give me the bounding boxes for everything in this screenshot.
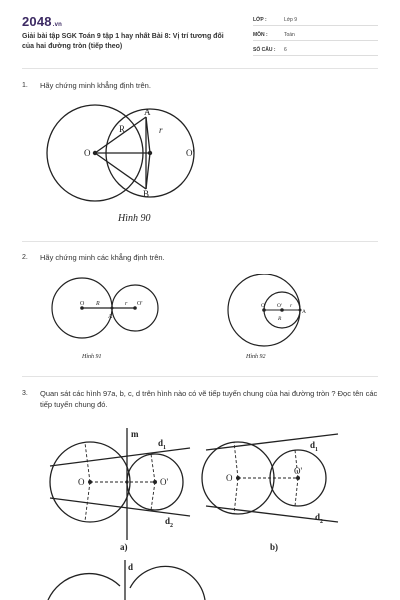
label-m: m xyxy=(131,429,139,439)
tangent-d2 xyxy=(50,498,190,516)
logo-text: 2048 xyxy=(22,14,52,29)
label-r-big: R xyxy=(96,301,100,307)
page-title: Giải bài tập SGK Toán 9 tập 1 hay nhất Bài 8: Vị trí tương đối của hai đường tròn (tiếp theo) xyxy=(22,33,224,50)
tangent-point xyxy=(125,480,128,483)
radius-dashed xyxy=(85,482,90,521)
point-o-prime xyxy=(296,476,300,480)
meta-label-subject: MÔN : xyxy=(253,32,268,38)
label-o: O xyxy=(226,473,233,483)
meta-value-class: Lớp 9 xyxy=(284,17,298,23)
point-o-prime xyxy=(148,151,152,155)
point-o xyxy=(236,476,240,480)
site-logo[interactable] xyxy=(22,14,62,29)
label-d1: $d_1$ xyxy=(310,440,319,453)
meta-value-count: 6 xyxy=(284,47,287,53)
figure-97a xyxy=(40,422,195,554)
radius-dashed xyxy=(85,443,90,482)
label-r-small: r xyxy=(159,125,163,135)
radius-dashed xyxy=(234,442,238,478)
question-number: 2. xyxy=(22,254,28,261)
question-number: 1. xyxy=(22,82,28,89)
label-o-prime: O' xyxy=(186,148,195,158)
label-o-prime: O' xyxy=(277,303,282,309)
meta-label-count: SỐ CÂU : xyxy=(253,47,276,53)
meta-divider xyxy=(253,25,378,26)
radius-dashed xyxy=(234,478,238,514)
caption-fig90: Hình 90 xyxy=(118,213,151,224)
point-o xyxy=(88,480,92,484)
figure-91 xyxy=(40,274,170,366)
label-o-prime: O' xyxy=(137,301,143,307)
label-d1: $d_1$ xyxy=(158,438,167,451)
label-a: A xyxy=(144,107,151,117)
figure-90 xyxy=(40,100,220,230)
tangent-d1 xyxy=(50,448,190,466)
circle-o-arc xyxy=(48,574,120,600)
label-a: A xyxy=(108,314,113,320)
label-o-prime: O' xyxy=(160,477,169,487)
question-text: Quan sát các hình 97a, b, c, d trên hình nào có vẽ tiếp tuyến chung của hai đường tròn ? Đọc tên các tiếp tuyến chung đó. xyxy=(40,389,378,409)
label-o: O xyxy=(80,301,85,307)
tangent-d1 xyxy=(206,434,338,450)
question-text: Hãy chứng minh các khẳng định trên. xyxy=(40,253,165,262)
label-o-prime: O' xyxy=(294,466,303,476)
circle-o-prime-arc xyxy=(130,566,205,600)
figure-97b xyxy=(198,422,343,554)
figure-97c xyxy=(40,556,220,600)
meta-divider xyxy=(253,40,378,41)
label-a: A xyxy=(302,309,306,315)
figure-92 xyxy=(220,274,320,366)
label-o: O xyxy=(261,303,265,309)
label-o: O xyxy=(78,477,85,487)
caption-fig97a: a) xyxy=(120,542,128,552)
caption-fig91: Hình 91 xyxy=(82,354,102,360)
radius-ob xyxy=(95,153,146,189)
label-o: O xyxy=(84,148,91,158)
label-d2: $d_2$ xyxy=(315,512,324,525)
label-d: d xyxy=(128,562,134,572)
meta-divider xyxy=(253,55,378,56)
radius-dashed xyxy=(151,454,155,482)
label-b: B xyxy=(143,189,150,199)
label-d2: $d_2$ xyxy=(165,516,174,529)
meta-value-subject: Toán xyxy=(284,32,295,38)
label-r-small: r xyxy=(290,303,293,309)
point-o xyxy=(93,151,97,155)
radius-dashed xyxy=(295,478,298,506)
question-number: 3. xyxy=(22,390,28,397)
radius-dashed xyxy=(151,482,155,510)
caption-fig92: Hình 92 xyxy=(246,354,266,360)
caption-fig97b: b) xyxy=(270,542,279,552)
meta-label-class: LỚP : xyxy=(253,17,267,23)
section-divider xyxy=(22,376,378,377)
label-r-big: R xyxy=(119,124,126,134)
question-text: Hãy chứng minh khẳng định trên. xyxy=(40,81,151,90)
point-o-prime xyxy=(153,480,157,484)
section-divider xyxy=(22,241,378,242)
label-r-small: r xyxy=(125,301,128,307)
label-r-big: R xyxy=(278,316,282,322)
header-divider xyxy=(22,68,378,69)
radius-oa xyxy=(95,117,146,153)
point-a xyxy=(111,307,114,310)
logo-suffix: .vn xyxy=(52,22,63,28)
